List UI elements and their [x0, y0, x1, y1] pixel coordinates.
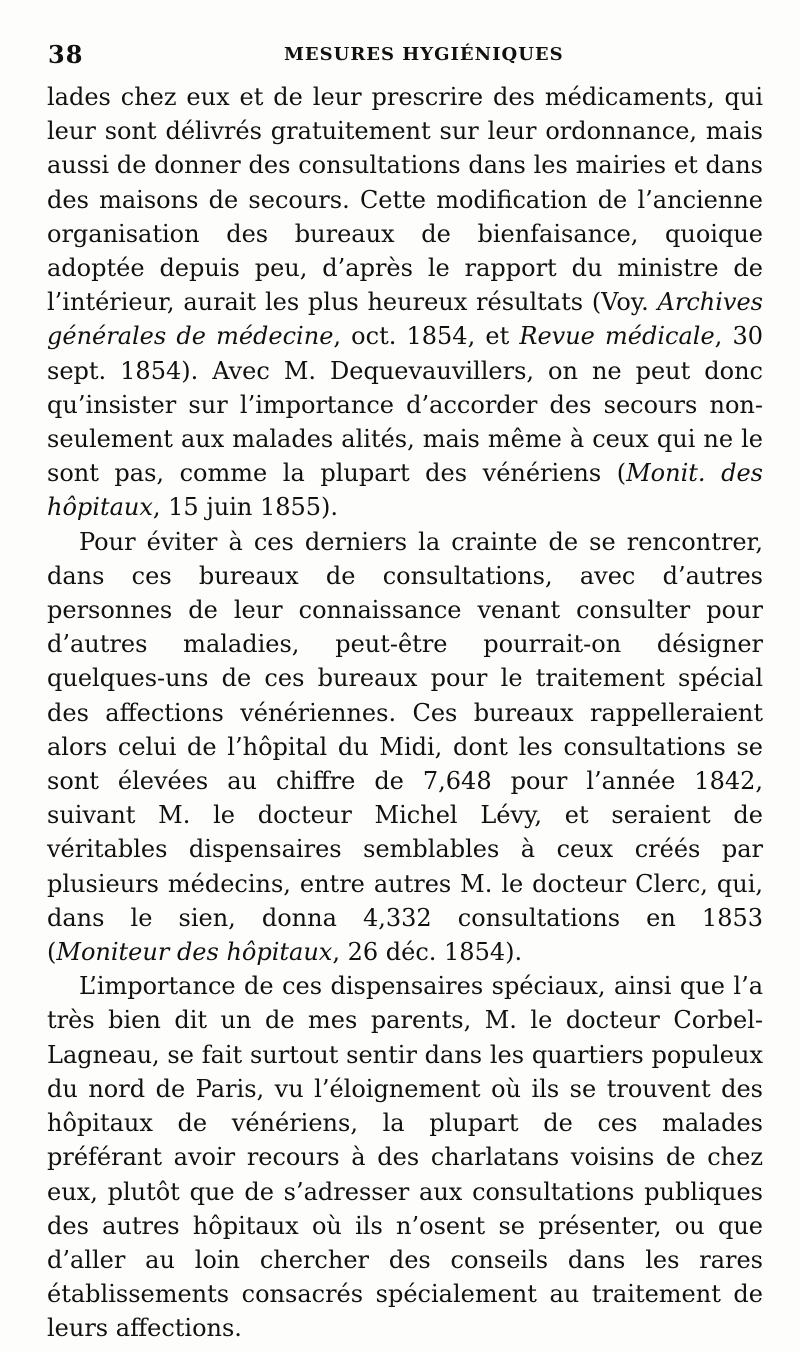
text-segment: lades chez eux et de leur prescrire des médicaments, qui leur sont délivrés gratuitement sur leur ordonnance, mais aussi de donner des consultations dans les mairies et dans des maisons de secours. Cette modification de l’ancienne organisation des bureaux de bienfaisance, quoique adoptée depuis peu, d’après le rapport du ministre de l’intérieur, aurait les plus heureux résultats (Voy.: [47, 83, 763, 317]
text-segment: L’importance de ces dispensaires spéciaux, ainsi que l’a très bien dit un de mes parents, M. le docteur Corbel-Lagneau, se fait surtout sentir dans les quartiers populeux du nord de Paris, vu l’éloignement où ils se trouvent des hôpitaux de vénériens, la plupart de ces malades préférant avoir recours à des charlatans voisins de chez eux, plutôt que de s’adresser aux consultations publiques des autres hôpitaux où ils n’osent se présenter, ou que d’aller au loin chercher des conseils dans les rares établissements consacrés spécialement au traitement de leurs affections.: [47, 972, 763, 1343]
body-text: [47, 80, 763, 1346]
text-segment: , oct. 1854, et: [333, 322, 520, 351]
citation-title: Moniteur des hôpitaux: [56, 938, 333, 967]
paragraph: [47, 80, 763, 525]
citation-title: Archives générales de médecine: [47, 288, 763, 351]
citation-title: Monit. des hôpitaux: [47, 459, 763, 522]
running-head: MESURES HYGIÉNIQUES: [284, 44, 564, 65]
text-segment: , 30 sept. 1854). Avec M. Dequevauvillers, on ne peut donc qu’insister sur l’importance d’accorder des secours non-seulement aux malades alités, mais même à ceux qui ne le sont pas, comme la plupart des vénériens (: [47, 322, 763, 488]
paragraph: [47, 969, 763, 1345]
citation-title: Revue médicale: [519, 322, 715, 351]
paragraph: [47, 525, 763, 970]
page-number: 38: [48, 40, 84, 69]
text-segment: Pour éviter à ces derniers la crainte de se rencontrer, dans ces bureaux de consultations, avec d’autres personnes de leur connaissance venant consulter pour d’autres maladies, peut-être pourrait-on désigner quelques-uns de ces bureaux pour le traitement spécial des affections vénériennes. Ces bureaux rappelleraient alors celui de l’hôpital du Midi, dont les consultations se sont élevées au chiffre de 7,648 pour l’année 1842, suivant M. le docteur Michel Lévy, et seraient de véritables dispensaires semblables à ceux créés par plusieurs médecins, entre autres M. le docteur Clerc, qui, dans le sien, donna 4,332 consultations en 1853 (: [47, 527, 763, 967]
page-header: [48, 40, 768, 68]
text-segment: , 26 déc. 1854).: [332, 938, 523, 967]
text-segment: , 15 juin 1855).: [152, 493, 339, 522]
